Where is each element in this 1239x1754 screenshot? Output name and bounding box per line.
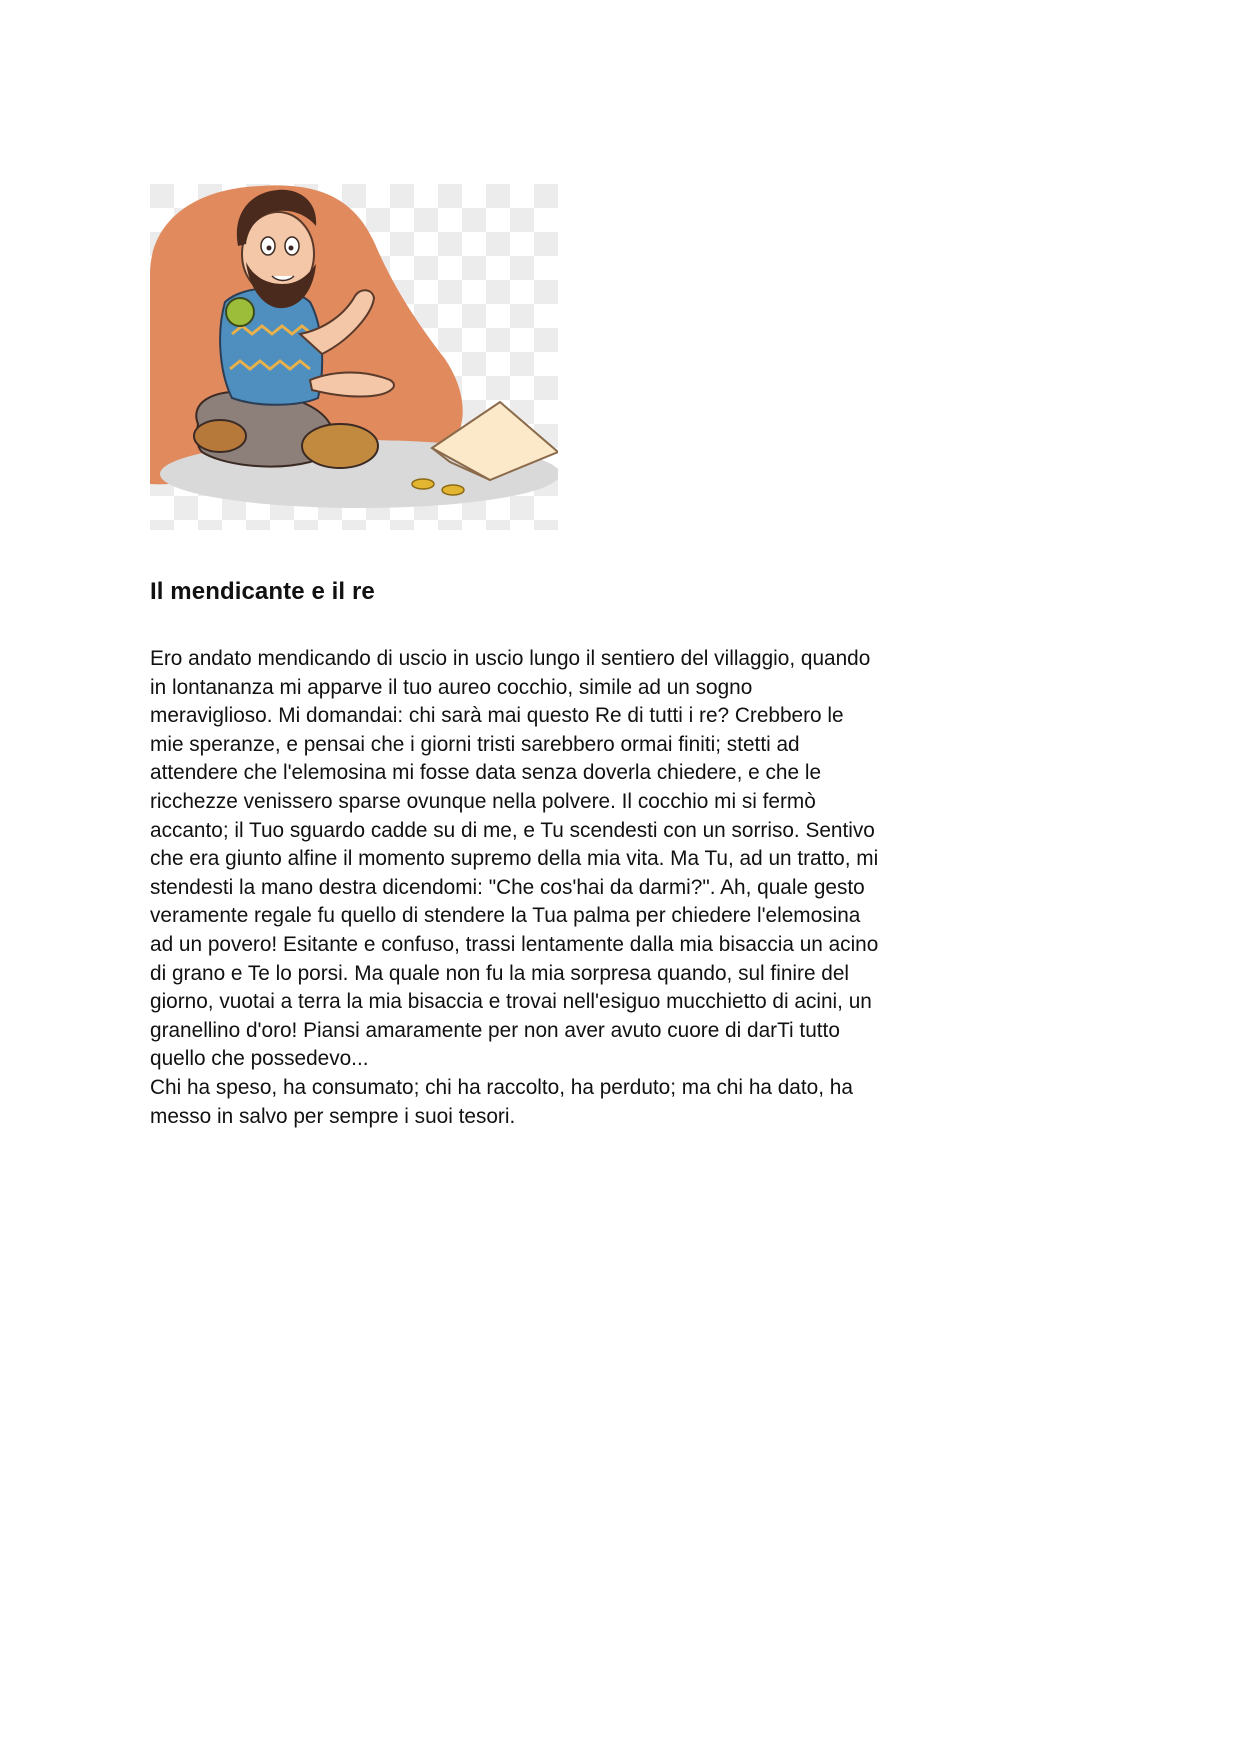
shoe-left bbox=[194, 420, 246, 452]
story-title: Il mendicante e il re bbox=[150, 578, 375, 605]
text-line: che era giunto alfine il momento supremo della mia vita. Ma Tu, ad un tratto, mi bbox=[150, 847, 879, 871]
text-line: ad un povero! Esitante e confuso, trassi lentamente dalla mia bisaccia un acino bbox=[150, 932, 879, 956]
shoulder-patch bbox=[226, 298, 254, 326]
text-line: mie speranze, e pensai che i giorni tristi sarebbero ormai finiti; stetti ad bbox=[150, 732, 800, 756]
text-line: quello che possedevo... bbox=[150, 1047, 369, 1071]
open-hand bbox=[310, 373, 394, 397]
coin-2 bbox=[442, 485, 464, 495]
text-line: accanto; il Tuo sguardo cadde su di me, e Tu scendesti con un sorriso. Sentivo bbox=[150, 818, 875, 842]
text-line: giorno, vuotai a terra la mia bisaccia e trovai nell'esiguo mucchietto di acini, un bbox=[150, 990, 872, 1014]
text-line: attendere che l'elemosina mi fosse data senza doverla chiedere, e che le bbox=[150, 761, 822, 785]
text-line: meraviglioso. Mi domandai: chi sarà mai questo Re di tutti i re? Crebbero le bbox=[150, 704, 844, 728]
text-line: Chi ha speso, ha consumato; chi ha raccolto, ha perduto; ma chi ha dato, ha bbox=[150, 1075, 853, 1099]
shoe-right bbox=[302, 424, 378, 468]
text-line: ricchezze venissero sparse ovunque nella polvere. Il cocchio mi si fermò bbox=[150, 789, 816, 813]
coin-1 bbox=[412, 479, 434, 489]
text-line: granellino d'oro! Piansi amaramente per non aver avuto cuore di darTi tutto bbox=[150, 1018, 840, 1042]
beggar-illustration bbox=[150, 184, 558, 530]
story-body bbox=[150, 645, 970, 1131]
text-line: in lontananza mi apparve il tuo aureo cocchio, simile ad un sogno bbox=[150, 675, 753, 699]
text-line: veramente regale fu quello di stendere la Tua palma per chiedere l'elemosina bbox=[150, 904, 861, 928]
text-line: Ero andato mendicando di uscio in uscio lungo il sentiero del villaggio, quando bbox=[150, 647, 871, 670]
text-line: messo in salvo per sempre i suoi tesori. bbox=[150, 1104, 516, 1128]
text-line: stendesti la mano destra dicendomi: "Che cos'hai da darmi?". Ah, quale gesto bbox=[150, 875, 865, 899]
text-line: di grano e Te lo porsi. Ma quale non fu la mia sorpresa quando, sul finire del bbox=[150, 961, 850, 985]
